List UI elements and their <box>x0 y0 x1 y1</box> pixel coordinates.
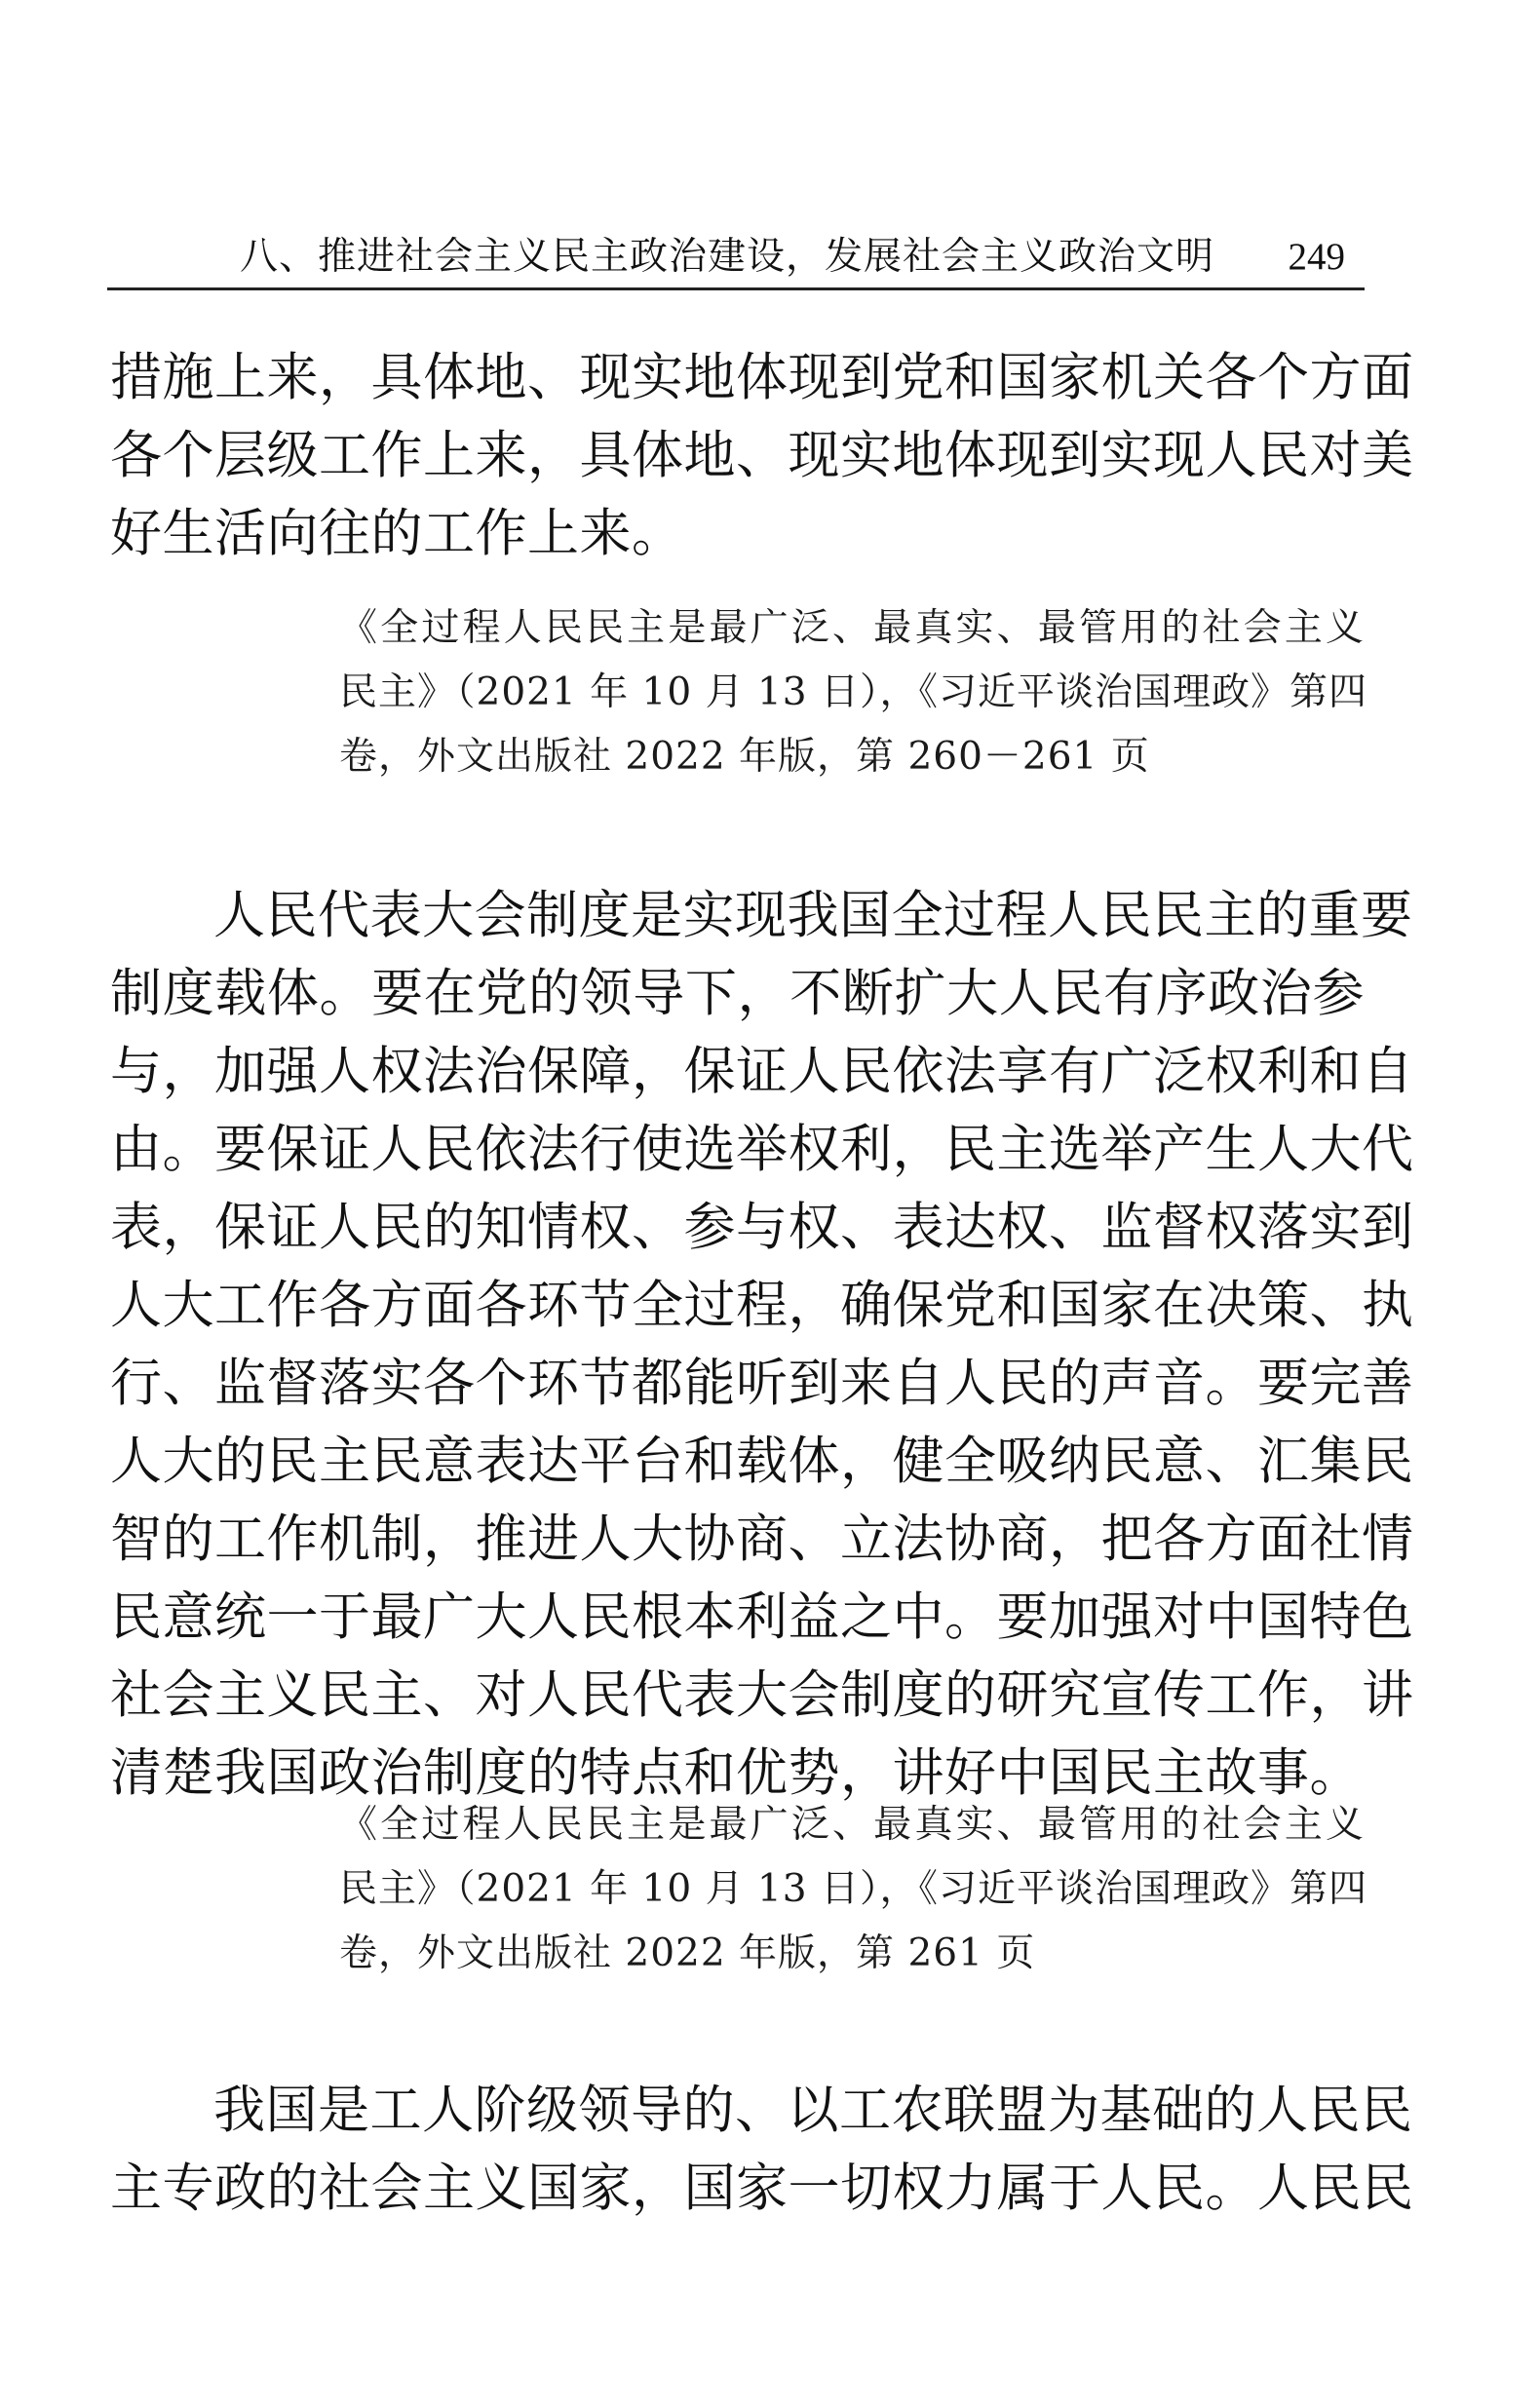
text-line: 制度载体。要在党的领导下，不断扩大人民有序政治参 <box>110 964 1365 1023</box>
citation-line: 卷，外文出版社 2022 年版，第 260－261 页 <box>339 735 1150 779</box>
citation-line: 卷，外文出版社 2022 年版，第 261 页 <box>339 1931 1036 1975</box>
paragraph <box>110 877 1414 1813</box>
citation-source <box>339 596 1365 789</box>
citation-line: 《全过程人民民主是最广泛、最真实、最管用的社会主义 <box>339 606 1365 650</box>
text-line: 社会主义民主、对人民代表大会制度的研究宣传工作，讲 <box>110 1665 1414 1725</box>
text-line: 表，保证人民的知情权、参与权、表达权、监督权落实到 <box>110 1198 1414 1257</box>
citation-source <box>339 1793 1365 1986</box>
text-line: 措施上来，具体地、现实地体现到党和国家机关各个方面 <box>110 348 1414 407</box>
page-number: 249 <box>1288 236 1345 278</box>
citation-line: 《全过程人民民主是最广泛、最真实、最管用的社会主义 <box>339 1803 1365 1847</box>
text-line: 智的工作机制，推进人大协商、立法协商，把各方面社情 <box>110 1510 1414 1569</box>
text-line-indented: 人民代表大会制度是实现我国全过程人民民主的重要 <box>213 886 1413 945</box>
text-line-indented: 我国是工人阶级领导的、以工农联盟为基础的人民民 <box>213 2081 1413 2140</box>
text-line: 人大的民主民意表达平台和载体，健全吸纳民意、汇集民 <box>110 1432 1414 1491</box>
running-title: 八、推进社会主义民主政治建设，发展社会主义政治文明 <box>240 235 1215 279</box>
citation-line: 民主》（2021 年 10 月 13 日），《习近平谈治国理政》第四 <box>339 1867 1367 1911</box>
text-line: 行、监督落实各个环节都能听到来自人民的声音。要完善 <box>110 1354 1414 1413</box>
text-line: 由。要保证人民依法行使选举权利，民主选举产生人大代 <box>110 1120 1414 1179</box>
citation-line: 民主》（2021 年 10 月 13 日），《习近平谈治国理政》第四 <box>339 670 1367 714</box>
running-header <box>107 230 1365 290</box>
paragraph <box>110 2072 1414 2228</box>
text-line: 与，加强人权法治保障，保证人民依法享有广泛权利和自 <box>110 1042 1414 1101</box>
text-line: 主专政的社会主义国家，国家一切权力属于人民。人民民 <box>110 2159 1414 2218</box>
text-line: 各个层级工作上来，具体地、现实地体现到实现人民对美 <box>110 426 1414 485</box>
text-line: 民意统一于最广大人民根本利益之中。要加强对中国特色 <box>110 1587 1414 1647</box>
paragraph-continuation <box>110 339 1414 573</box>
text-line: 人大工作各方面各环节全过程，确保党和国家在决策、执 <box>110 1276 1414 1335</box>
text-line: 清楚我国政治制度的特点和优势，讲好中国民主故事。 <box>110 1743 1362 1803</box>
text-line: 好生活向往的工作上来。 <box>110 504 684 563</box>
